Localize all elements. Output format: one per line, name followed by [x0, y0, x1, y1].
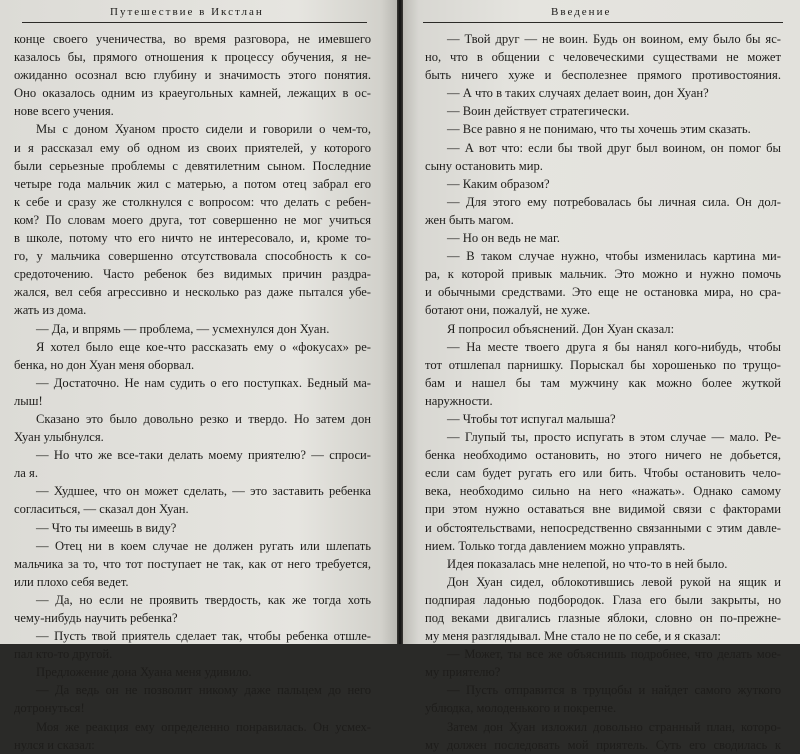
- text-line: Идея показалась мне нелепой, но что-то в ней было.: [447, 556, 728, 571]
- text-line: казалось бы, прямого отношения к процессу обучения, я не-: [14, 50, 371, 65]
- text-line: и обычными средствами. Это еще не остановка мира, но сра-: [425, 285, 781, 300]
- text-line: бам и нашел бы там мужчину как можно более жуткой: [425, 375, 781, 390]
- text-line: быть ничего хуже и бесполезнее прямого противостояния.: [425, 68, 781, 83]
- text-line: жать из дома.: [14, 303, 87, 318]
- text-line: Сказано это было довольно резко и твердо. Но затем дон: [36, 411, 371, 426]
- text-line: — Все равно я не понимаю, что ты хочешь этим сказать.: [447, 122, 751, 137]
- text-line: ком? По словам моего друга, тот совершенно не мог учиться: [14, 212, 371, 227]
- text-line: нием. Только тогда давлением можно управлять.: [425, 538, 686, 553]
- text-line: под веками двигались глазные яблоки, словно он по-прежне-: [425, 611, 781, 625]
- text-line: мальчика за то, что тот поступает не так, как от него требуется,: [14, 556, 371, 571]
- text-line: и я рассказал ему об одном из своих приятелей, у которого: [14, 140, 371, 155]
- text-line: — Но что же все-таки делать моему приятелю? — спроси-: [36, 448, 371, 463]
- text-line: Я хотел было еще кое-что рассказать ему о «фокусах» ре-: [36, 339, 371, 354]
- text-line: — Худшее, что он может сделать, — это заставить ребенка: [36, 484, 371, 499]
- text-line: — На месте твоего друга я бы нанял кого-нибудь, чтобы: [447, 339, 781, 354]
- text-line: — Чтобы тот испугал малыша?: [447, 411, 616, 426]
- text-line: — Каким образом?: [447, 176, 550, 191]
- text-line: или плохо себя ведет.: [14, 574, 129, 589]
- text-line: — Пусть отправится в трущобы и найдет самого жуткого: [447, 683, 781, 698]
- text-line: Моя же реакция ему определенно понравилась. Он усмех-: [36, 719, 371, 734]
- text-line: Предложение дона Хуана меня удивило.: [36, 665, 252, 680]
- text-line: подпирая ладонью подбородок. Глаза его были закрыты, но: [425, 592, 781, 607]
- text-line: — Может, ты все же объяснишь подробнее, что делать мое-: [447, 647, 781, 662]
- text-line: сыну остановить мир.: [425, 158, 543, 173]
- running-head: Введение: [551, 6, 612, 18]
- text-line: четыре года мальчик жил с матерью, а потом отец забрал его: [14, 176, 371, 191]
- text-line: дотронуться!: [14, 701, 85, 716]
- text-line: Оно оказалось одним из краеугольных камней, лежащих в ос-: [14, 86, 371, 101]
- text-line: лыш!: [14, 393, 43, 408]
- text-line: при этом нужно оставаться вне видимой связи с факторами: [425, 502, 781, 517]
- text-line: — Твой друг — не воин. Будь он воином, ему было бы яс-: [447, 32, 781, 46]
- text-line: средоточению. Часто ребенок без видимых причин раздра-: [14, 267, 371, 282]
- text-line: ублюдка, молоденького и покрепче.: [425, 701, 617, 716]
- text-line: Мы с доном Хуаном просто сидели и говорили о чем-то,: [36, 122, 371, 137]
- text-line: — Глупый ты, просто испугать в этом случае — мало. Ре-: [447, 430, 781, 445]
- text-line: — А вот что: если бы твой друг был воином, он помог бы: [447, 140, 781, 155]
- right-page: [403, 0, 800, 752]
- text-line: ра, к которой привык мальчик. Это можно и нужно помочь: [425, 267, 781, 282]
- text-line: — Пусть твой приятель сделает так, чтобы ребенка отшле-: [36, 629, 371, 644]
- text-line: — Отец ни в коем случае не должен ругать или шлепать: [36, 538, 371, 553]
- text-line: к себе и сразу же столкнулся с вопросом: что делать с ребен-: [14, 194, 371, 209]
- text-line: наружности.: [425, 393, 493, 408]
- text-line: Хуан улыбнулся.: [14, 430, 104, 445]
- text-line: если сам будет ругать его или бить. Чтобы остановить чело-: [425, 466, 781, 481]
- text-line: ботают они, пожалуй, не хуже.: [425, 303, 591, 318]
- text-line: конце своего ученичества, во время разговора, не имевшего: [14, 32, 371, 46]
- text-line: — Да ведь он не позволит никому даже пальцем до него: [36, 683, 371, 698]
- text-line: Я попросил объяснений. Дон Хуан сказал:: [447, 321, 675, 336]
- text-line: — Но он ведь не маг.: [447, 231, 560, 246]
- text-line: — Да, но если не проявить твердость, как же тогда хоть: [36, 592, 371, 607]
- text-line: — Да, и впрямь — проблема, — усмехнулся дон Хуан.: [36, 321, 330, 336]
- text-line: века, необходимо сильно на него «нажать». Однако самому: [425, 484, 781, 499]
- text-line: нулся и сказал:: [14, 737, 95, 752]
- text-line: ла я.: [14, 466, 38, 481]
- page-body: [425, 30, 781, 754]
- text-line: Затем дон Хуан изложил довольно странный план, которо-: [447, 719, 781, 734]
- text-line: согласиться, — сказал дон Хуан.: [14, 502, 189, 517]
- page-body: [14, 30, 371, 754]
- text-line: жен быть магом.: [425, 212, 514, 227]
- text-line: Дон Хуан сидел, облокотившись левой рукой на ящик и: [447, 574, 781, 589]
- text-line: — А что в таких случаях делает воин, дон Хуан?: [447, 86, 709, 101]
- text-line: тот отшлепал парнишку. Порыскал бы хорошенько по трущо-: [425, 357, 781, 372]
- text-line: нове всего учения.: [14, 104, 114, 119]
- text-line: но, что в общении с человеческими существами не может: [425, 50, 781, 65]
- text-line: го, у мальчика совершенно отсутствовала способность к со-: [14, 249, 371, 264]
- left-page: [0, 0, 397, 752]
- header-rule: [22, 22, 367, 23]
- text-line: му приятелю?: [425, 665, 501, 680]
- text-line: жался, вел себя агрессивно и несколько раз даже пытался убе-: [14, 285, 371, 300]
- text-line: — Что ты имеешь в виду?: [36, 520, 177, 535]
- text-line: — Достаточно. Не нам судить о его поступках. Бедный ма-: [36, 375, 371, 390]
- header-rule: [423, 22, 783, 23]
- text-line: — Воин действует стратегически.: [447, 104, 630, 119]
- text-line: пал кто-то другой.: [14, 647, 113, 662]
- text-line: были серьезные проблемы с девятилетним сыном. Последние: [14, 158, 371, 173]
- running-head: Путешествие в Икстлан: [110, 6, 264, 18]
- text-line: в школе, потому что его ничто не интересовало, и, кроме то-: [14, 231, 371, 246]
- text-line: — В таком случае нужно, чтобы изменилась картина ми-: [447, 249, 781, 264]
- text-line: ожиданно осознал всю глубину и значимость этого понятия.: [14, 68, 371, 83]
- text-line: и обстоятельствами, непосредственно связанными с этим давле-: [425, 520, 781, 535]
- text-line: бенка необходимо остановить, но этого ничего не добьется,: [425, 448, 781, 463]
- text-line: — Для этого ему потребовалась бы личная сила. Он дол-: [447, 194, 781, 209]
- text-line: чему-нибудь научить ребенка?: [14, 611, 178, 625]
- text-line: бенка, но дон Хуан меня оборвал.: [14, 357, 195, 372]
- text-line: му должен последовать мой приятель. Суть его сводилась к: [425, 737, 781, 752]
- text-line: му меня разглядывал. Мне стало не по себе, и я сказал:: [425, 629, 721, 644]
